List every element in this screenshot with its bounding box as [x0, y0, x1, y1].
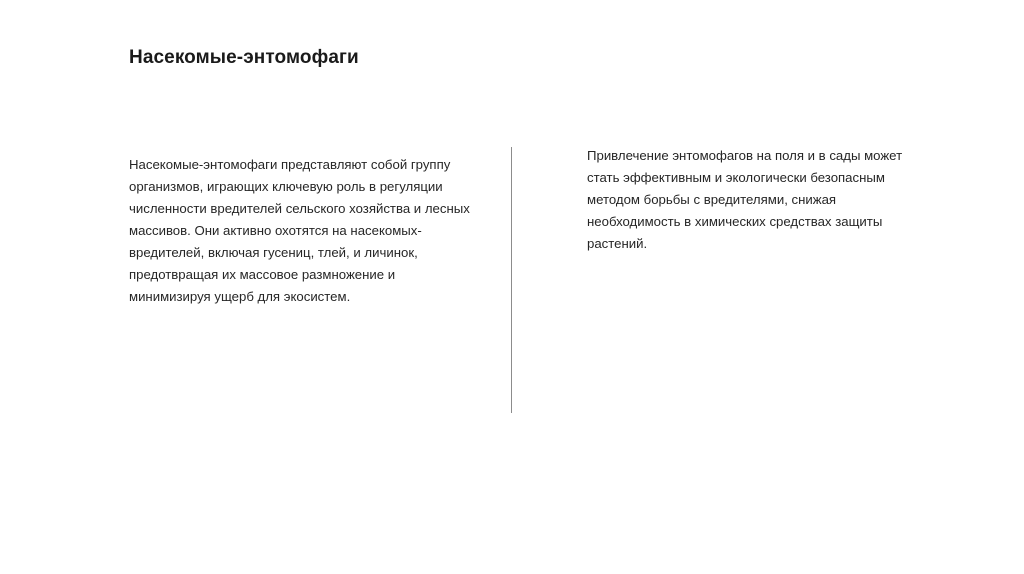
- slide-title: Насекомые-энтомофаги: [129, 47, 359, 68]
- right-paragraph: Привлечение энтомофагов на поля и в сады может стать эффективным и экологически безопасным методом борьбы с вредителями, снижая необходимость в химических средствах защиты растений.: [587, 148, 903, 251]
- left-paragraph: Насекомые-энтомофаги представляют собой группу организмов, играющих ключевую роль в регуляции численности вредителей сельского хозяйства и лесных массивов. Они активно охотятся на насекомых-вредителей, включая гусениц, тлей, и личинок, предотвращая их массовое размножение и минимизируя ущерб для экосистем.: [129, 157, 470, 304]
- column-divider: [511, 147, 512, 413]
